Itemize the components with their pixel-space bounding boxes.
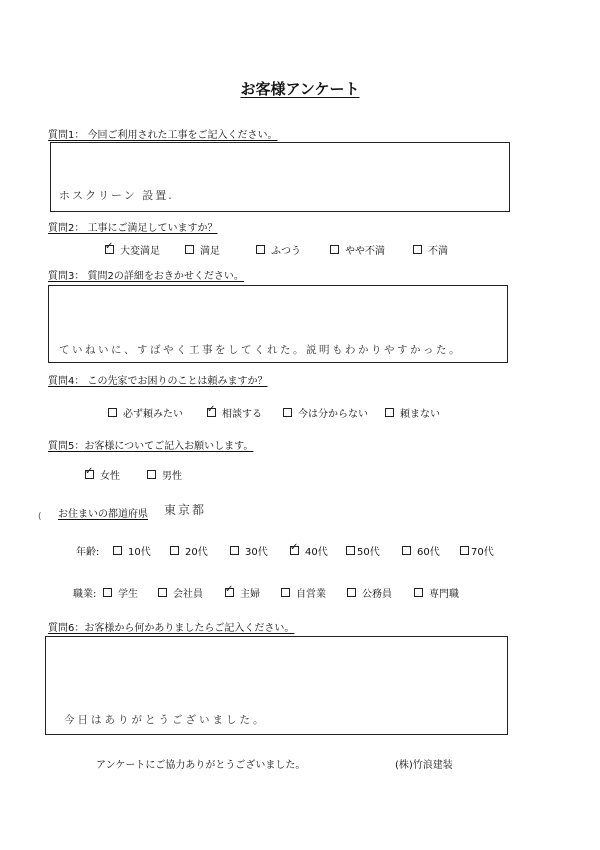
prefecture-answer: 東京都 bbox=[164, 503, 207, 517]
job-checkbox-3[interactable] bbox=[281, 588, 290, 597]
q4-option-consult[interactable] bbox=[207, 405, 262, 420]
q2-option-satisfied[interactable] bbox=[185, 242, 220, 257]
question-2-label: 質問2： 工事にご満足していますか？ bbox=[48, 223, 218, 234]
age-option-60s[interactable] bbox=[402, 543, 440, 558]
q2-option-neutral[interactable] bbox=[256, 242, 301, 257]
job-label: 職業: bbox=[73, 589, 97, 600]
job-option-specialist[interactable] bbox=[414, 585, 459, 600]
q4-option-label: 今は分からない bbox=[298, 409, 368, 420]
q5-gender-female[interactable] bbox=[85, 467, 120, 482]
q4-checkbox-0[interactable] bbox=[108, 408, 117, 417]
question-6-label: 質問6：お客様から何かありましたらご記入ください。 bbox=[48, 623, 295, 634]
q4-option-unsure[interactable] bbox=[283, 405, 368, 420]
age-option-50s[interactable] bbox=[346, 543, 380, 558]
q5-gender-male[interactable] bbox=[147, 467, 182, 482]
age-option-label: 70代 bbox=[471, 547, 494, 558]
job-option-civil-servant[interactable] bbox=[347, 585, 392, 600]
age-label: 年齢: bbox=[76, 547, 100, 558]
job-option-self-employed[interactable] bbox=[281, 585, 326, 600]
q4-checkbox-3[interactable] bbox=[385, 408, 394, 417]
q2-checkbox-4[interactable] bbox=[413, 245, 422, 254]
question-5-label: 質問5：お客様についてご記入お願いします。 bbox=[48, 441, 254, 452]
job-option-label: 自営業 bbox=[296, 589, 326, 600]
job-option-homemaker[interactable] bbox=[225, 585, 260, 600]
question-1-answer: ホスクリーン 設置. bbox=[59, 189, 174, 202]
age-option-label: 50代 bbox=[357, 547, 380, 558]
question-4-label: 質問4： この先家でお困りのことは頼みますか？ bbox=[48, 376, 268, 387]
age-option-label: 60代 bbox=[417, 547, 440, 558]
footer-thanks: アンケートにご協力ありがとうございました。 bbox=[96, 760, 306, 771]
q2-option-label: 不満 bbox=[428, 246, 448, 257]
job-checkbox-2[interactable] bbox=[225, 588, 234, 597]
age-option-10s[interactable] bbox=[113, 543, 151, 558]
q2-checkbox-2[interactable] bbox=[256, 245, 265, 254]
stray-mark: ( bbox=[38, 512, 42, 522]
age-option-20s[interactable] bbox=[170, 543, 208, 558]
age-checkbox-2[interactable] bbox=[230, 546, 239, 555]
footer-company: (株)竹浪建装 bbox=[395, 760, 453, 771]
q2-option-somewhat-dissatisfied[interactable] bbox=[330, 242, 385, 257]
job-option-student[interactable] bbox=[103, 585, 138, 600]
gender-label: 女性 bbox=[100, 471, 120, 482]
question-6-answer: 今日はありがとうございました。 bbox=[64, 714, 267, 726]
age-checkbox-0[interactable] bbox=[113, 546, 122, 555]
q2-option-label: やや不満 bbox=[345, 246, 385, 257]
q4-option-label: 必ず頼みたい bbox=[123, 409, 183, 420]
q4-option-label: 相談する bbox=[222, 409, 262, 420]
q2-option-label: 満足 bbox=[200, 246, 220, 257]
gender-checkbox-0[interactable] bbox=[85, 470, 94, 479]
age-option-label: 30代 bbox=[245, 547, 268, 558]
question-6-answer-box[interactable] bbox=[45, 636, 508, 735]
q2-option-label: ふつう bbox=[271, 246, 301, 257]
q4-option-definitely[interactable] bbox=[108, 405, 183, 420]
job-option-label: 専門職 bbox=[429, 589, 459, 600]
age-checkbox-1[interactable] bbox=[170, 546, 179, 555]
question-3-label: 質問3： 質問2の詳細をおきかせください。 bbox=[48, 271, 244, 282]
question-3-answer: ていねいに、すばやく工事をしてくれた。説明もわかりやすかった。 bbox=[59, 344, 462, 356]
age-option-70s[interactable] bbox=[460, 543, 494, 558]
age-option-label: 40代 bbox=[305, 547, 328, 558]
age-option-40s[interactable] bbox=[290, 543, 328, 558]
age-checkbox-4[interactable] bbox=[346, 546, 355, 555]
prefecture-label: お住まいの都道府県 bbox=[58, 509, 148, 520]
question-1-answer-box[interactable] bbox=[50, 142, 510, 212]
age-checkbox-6[interactable] bbox=[460, 546, 469, 555]
job-option-label: 公務員 bbox=[362, 589, 392, 600]
q2-checkbox-1[interactable] bbox=[185, 245, 194, 254]
q2-option-dissatisfied[interactable] bbox=[413, 242, 448, 257]
job-checkbox-1[interactable] bbox=[158, 588, 167, 597]
job-checkbox-0[interactable] bbox=[103, 588, 112, 597]
q4-option-label: 頼まない bbox=[400, 409, 440, 420]
age-option-30s[interactable] bbox=[230, 543, 268, 558]
q4-checkbox-1[interactable] bbox=[207, 408, 216, 417]
q4-checkbox-2[interactable] bbox=[283, 408, 292, 417]
q4-option-no[interactable] bbox=[385, 405, 440, 420]
q2-option-label: 大変満足 bbox=[120, 246, 160, 257]
question-3-answer-box[interactable] bbox=[48, 285, 508, 363]
q2-option-very-satisfied[interactable] bbox=[105, 242, 160, 257]
age-checkbox-5[interactable] bbox=[402, 546, 411, 555]
gender-label: 男性 bbox=[162, 471, 182, 482]
job-checkbox-4[interactable] bbox=[347, 588, 356, 597]
job-option-label: 主婦 bbox=[240, 589, 260, 600]
q2-checkbox-3[interactable] bbox=[330, 245, 339, 254]
q2-checkbox-0[interactable] bbox=[105, 245, 114, 254]
job-checkbox-5[interactable] bbox=[414, 588, 423, 597]
age-option-label: 20代 bbox=[185, 547, 208, 558]
age-option-label: 10代 bbox=[128, 547, 151, 558]
gender-checkbox-1[interactable] bbox=[147, 470, 156, 479]
job-option-label: 学生 bbox=[118, 589, 138, 600]
job-option-employee[interactable] bbox=[158, 585, 203, 600]
age-checkbox-3[interactable] bbox=[290, 546, 299, 555]
question-1-label: 質問1： 今回ご利用された工事をご記入ください。 bbox=[48, 130, 278, 141]
job-option-label: 会社員 bbox=[173, 589, 203, 600]
page-title: お客様アンケート bbox=[240, 80, 360, 98]
